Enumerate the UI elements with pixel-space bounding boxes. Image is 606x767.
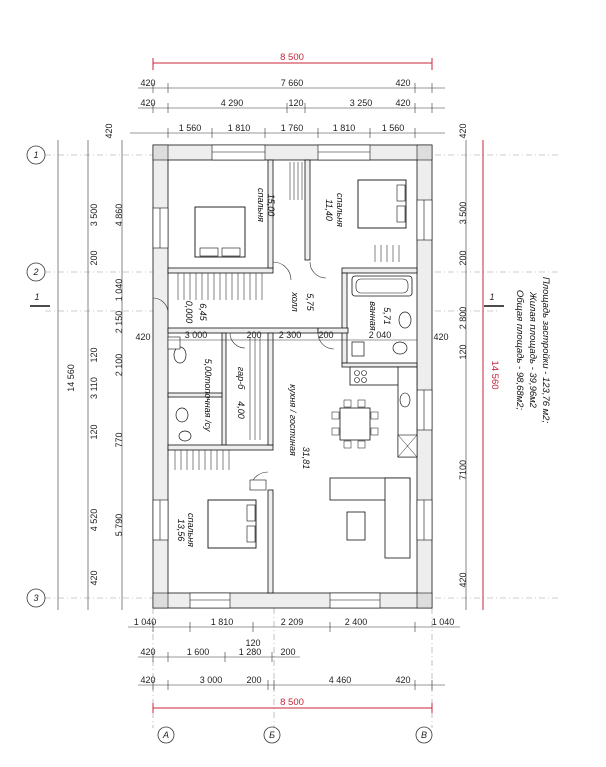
int-dim-e: 2 040 bbox=[368, 330, 392, 340]
bottom-dim-1a: 1 040 bbox=[133, 617, 157, 627]
right-dim-e: 7100 bbox=[458, 459, 468, 481]
left-inner-b: 200 bbox=[89, 250, 99, 266]
summary-total: Общая площадь - 98,68м2; bbox=[514, 289, 525, 411]
axis-row-3: 3 bbox=[33, 593, 39, 603]
axis-row-2: 2 bbox=[33, 267, 39, 277]
summary-living: Жилая площадь - 39,96м2 bbox=[527, 292, 538, 408]
top-dim-2b: 4 290 bbox=[220, 98, 244, 108]
wardrobe-area: 4,00 bbox=[236, 401, 246, 419]
bottom-dim-2b: 1 600 bbox=[186, 647, 210, 657]
top-dim-1c: 420 bbox=[395, 78, 411, 88]
left-dim-i: 5 790 bbox=[114, 513, 124, 537]
top-dim-3c: 1 810 bbox=[227, 123, 251, 133]
top-dim-3b: 1 560 bbox=[178, 123, 202, 133]
area-summary bbox=[514, 277, 551, 424]
int-dim-a: 3 000 bbox=[184, 330, 208, 340]
bottom-dim-1b: 1 810 bbox=[210, 617, 234, 627]
hall-name: холл bbox=[290, 292, 300, 312]
bedroom-top-right-area: 11,40 bbox=[324, 199, 334, 221]
top-red-dim: 8 500 bbox=[280, 52, 304, 63]
bottom-dim-1c: 2 209 bbox=[280, 617, 304, 627]
bottom-dim-1e: 1 040 bbox=[431, 617, 455, 627]
vestibule-area-a: 6,45 bbox=[198, 303, 208, 321]
bottom-dim-3e: 420 bbox=[395, 675, 411, 685]
bottom-dim-2a: 420 bbox=[140, 647, 156, 657]
left-inner-c: 120 bbox=[89, 347, 99, 363]
bedroom-top-left-name: спальня bbox=[256, 188, 266, 222]
kitchen-name: кухня / гостиная bbox=[288, 384, 298, 456]
bottom-dim-3c: 200 bbox=[246, 675, 262, 685]
bottom-dim-2d: 200 bbox=[280, 647, 296, 657]
top-dim-1a: 420 bbox=[140, 78, 156, 88]
wc-label: 5,00топочная /су bbox=[203, 358, 213, 432]
right-red-dim: 14 560 bbox=[489, 360, 500, 390]
left-dimensions bbox=[58, 140, 151, 610]
left-dim-f: 3 110 bbox=[89, 377, 99, 399]
left-dim-e: 2 100 bbox=[114, 353, 124, 377]
bottom-dim-3d: 4 460 bbox=[328, 675, 352, 685]
top-dim-2d: 3 250 bbox=[349, 98, 373, 108]
left-dim-j: 420 bbox=[89, 570, 99, 586]
axis-col-c: В bbox=[420, 730, 428, 740]
left-inner-d: 120 bbox=[89, 424, 99, 440]
top-dim-3f: 1 560 bbox=[381, 123, 405, 133]
vestibule-area-b: 0,000 bbox=[184, 300, 194, 324]
summary-building: Площадь застройки - 123,76 м2; bbox=[540, 276, 551, 424]
int-dim-c: 2 300 bbox=[278, 330, 302, 340]
left-dim-a: 4 860 bbox=[114, 203, 124, 227]
top-dim-2e: 420 bbox=[395, 98, 411, 108]
top-dim-3a: 420 bbox=[104, 123, 114, 139]
right-dimensions bbox=[458, 140, 500, 610]
right-dim-f: 420 bbox=[458, 572, 468, 588]
axis-row-1: 1 bbox=[33, 150, 39, 160]
left-inner-a: 3 500 bbox=[89, 203, 99, 227]
hall-area: 5,75 bbox=[305, 293, 315, 311]
bedroom-bottom-name: спальня bbox=[186, 513, 196, 547]
bedroom-top-left-area: 15,00 bbox=[266, 193, 276, 217]
int-dim-d: 200 bbox=[318, 330, 334, 340]
top-dim-3e: 1 810 bbox=[332, 123, 356, 133]
int-dim-f: 420 bbox=[433, 332, 449, 342]
top-dim-1b: 7 660 bbox=[280, 78, 304, 88]
bottom-dim-3a: 420 bbox=[140, 675, 156, 685]
right-dim-b: 200 bbox=[458, 250, 468, 266]
left-dim-h: 4 520 bbox=[89, 508, 99, 532]
top-dimensions bbox=[104, 52, 468, 139]
bottom-dim-1d: 2 400 bbox=[344, 617, 368, 627]
left-dim-c: 2 150 bbox=[114, 310, 124, 334]
section-mark-right: 1 bbox=[489, 292, 495, 302]
left-outer-dim: 14 560 bbox=[66, 364, 76, 392]
right-dim-c: 2 800 bbox=[458, 306, 468, 330]
int-dim-b: 200 bbox=[246, 330, 262, 340]
bathroom-name: ванная bbox=[368, 301, 378, 331]
bathroom-area: 5,71 bbox=[382, 307, 392, 325]
bottom-dim-2c: 1 280 bbox=[238, 647, 262, 657]
bedroom-top-right-name: спальня bbox=[335, 193, 345, 227]
top-dim-2a: 420 bbox=[140, 98, 156, 108]
top-dim-3d: 1 760 bbox=[280, 123, 304, 133]
wardrobe-name: гар-б bbox=[236, 366, 246, 390]
right-dim-d: 120 bbox=[458, 344, 468, 360]
left-dim-g: 770 bbox=[114, 432, 124, 448]
bedroom-bottom-area: 13,56 bbox=[176, 518, 186, 542]
axis-col-a: А bbox=[162, 730, 170, 740]
section-mark-left: 1 bbox=[34, 292, 40, 302]
bottom-dimensions bbox=[128, 617, 460, 713]
top-dim-2c: 120 bbox=[288, 98, 304, 108]
bottom-dim-3b: 3 000 bbox=[199, 675, 223, 685]
bottom-dim-1f: 120 bbox=[245, 638, 261, 648]
bottom-red-dim: 8 500 bbox=[280, 697, 304, 708]
right-dim-a: 3 500 bbox=[458, 201, 468, 225]
left-dim-b: 1 040 bbox=[114, 278, 124, 302]
kitchen-area: 31,81 bbox=[301, 446, 311, 470]
top-dim-3g: 420 bbox=[458, 123, 468, 139]
axis-col-b: Б bbox=[269, 730, 275, 740]
left-dim-d: 420 bbox=[135, 332, 151, 342]
